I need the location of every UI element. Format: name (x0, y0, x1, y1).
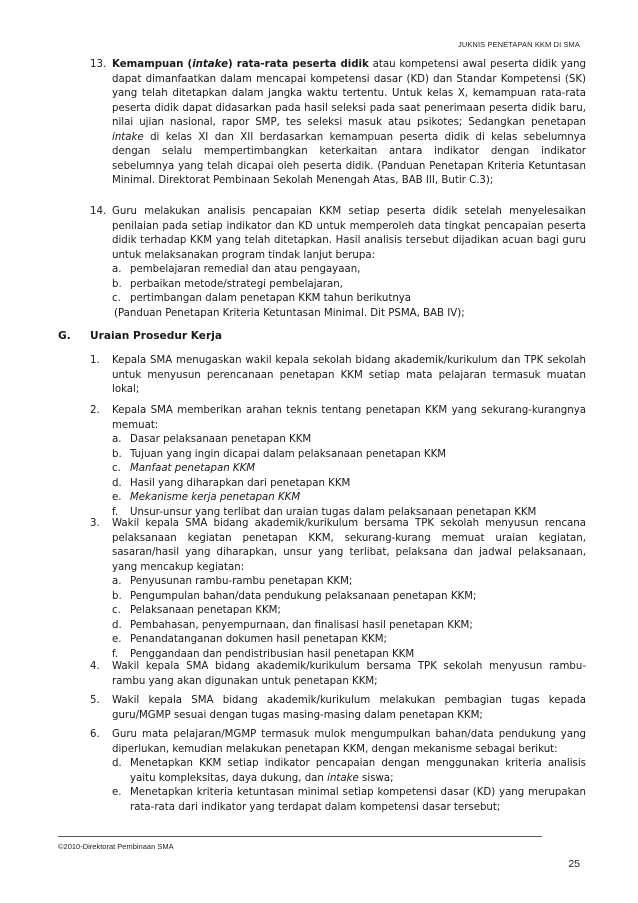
running-header: JUKNIS PENETAPAN KKM DI SMA (457, 40, 580, 49)
sub-item: c. Manfaat penetapan KKM (112, 463, 256, 474)
sub-item: d. Pembahasan, penyempurnaan, dan finalisasi hasil penetapan KKM; (112, 619, 473, 631)
item-text: Guru melakukan analisis pencapaian KKM setiap peserta didik setelah menyelesaikan penilaian pada setiap indikator dan KD untuk memperoleh data tingkat pencapaian peserta didik terhadap KKM yang telah ditetapkan. Hasil analisis tersebut dijadikan acuan bagi guru untuk melaksanakan program tindak lanjut berupa: (112, 206, 586, 261)
footer-text: ©2010-Direktorat Pembinaan SMA (58, 842, 174, 851)
footer-rule (58, 836, 542, 837)
sub-item: c. Pelaksanaan penetapan KKM; (112, 605, 281, 616)
procedure-item-4 (90, 660, 586, 689)
list-item-13 (90, 58, 586, 189)
sub-item: f. Unsur-unsur yang terlibat dan uraian tugas dalam pelaksanaan penetapan KKM (112, 506, 537, 518)
section-title: Uraian Prosedur Kerja (90, 330, 222, 342)
procedure-item-1 (90, 354, 586, 398)
procedure-item-3 (90, 517, 586, 662)
sub-item: a. Penyusunan rambu-rambu penetapan KKM; (112, 576, 353, 587)
procedure-item-6 (90, 728, 586, 815)
sub-item: b. perbaikan metode/strategi pembelajaran, (112, 278, 343, 290)
item-number: 5. (90, 695, 100, 706)
sub-item: b. Tujuan yang ingin dicapai dalam pelaksanaan penetapan KKM (112, 448, 447, 460)
sub-item: e. Mekanisme kerja penetapan KKM (112, 492, 301, 503)
item-number: 13. (90, 59, 107, 70)
sub-item: c. pertimbangan dalam penetapan KKM tahun berikutnya (112, 293, 412, 304)
item-number: 2. (90, 405, 100, 416)
sub-item: e. Penandatanganan dokumen hasil penetapan KKM; (112, 634, 387, 645)
item-number: 3. (90, 518, 100, 529)
procedure-item-5 (90, 694, 586, 723)
section-label: G. (58, 330, 71, 342)
item-text: Wakil kepala SMA bidang akademik/kurikulum bersama TPK sekolah menyusun rencana pelaksanaan kegiatan penetapan KKM, sekurang-kurang memuat uraian kegiatan, sasaran/hasil yang diharapkan, unsur yang terlibat, pelaksana dan jadwal pelaksanaan, yang mencakup kegiatan: (112, 518, 586, 573)
sub-item: e. Menetapkan kriteria ketuntasan minimal setiap kompetensi dasar (KD) yang merupakan rata-rata dari indikator yang terdapat dalam kompetensi dasar tersebut; (112, 787, 586, 813)
item-number: 14. (90, 206, 107, 217)
item-text: Kepala SMA menugaskan wakil kepala sekolah bidang akademik/kurikulum dan TPK sekolah untuk menyusun perencanaan penetapan KKM setiap mata pelajaran termasuk muatan lokal; (112, 355, 586, 395)
page-number: 25 (568, 858, 580, 870)
item-number: 6. (90, 729, 100, 740)
sub-item: d. Menetapkan KKM setiap indikator pencapaian dengan menggunakan kriteria analisis yaitu kompleksitas, daya dukung, dan intake siswa; (112, 758, 586, 784)
sub-item: d. Hasil yang diharapkan dari penetapan KKM (112, 477, 351, 489)
reference-note: (Panduan Penetapan Kriteria Ketuntasan Minimal. Dit PSMA, BAB IV); (114, 307, 465, 319)
item-text: Guru mata pelajaran/MGMP termasuk mulok mengumpulkan bahan/data pendukung yang diperlukan, kemudian melakukan penetapan KKM, dengan mekanisme sebagai berikut: (112, 729, 586, 755)
sub-item: a. Dasar pelaksanaan penetapan KKM (112, 434, 312, 445)
procedure-item-2 (90, 404, 586, 520)
sub-item: a. pembelajaran remedial dan atau pengayaan, (112, 264, 361, 275)
sub-item: f. Penggandaan dan pendistribusian hasil penetapan KKM (112, 648, 415, 660)
sub-item: b. Pengumpulan bahan/data pendukung pelaksanaan penetapan KKM; (112, 590, 477, 602)
item-text: Wakil kepala SMA bidang akademik/kurikulum bersama TPK sekolah menyusun rambu-rambu yang akan digunakan untuk penetapan KKM; (112, 661, 586, 687)
item-text: Kepala SMA memberikan arahan teknis tentang penetapan KKM yang sekurang-kurangnya memuat: (112, 405, 586, 431)
item-text: Kemampuan (intake) rata-rata peserta didik atau kompetensi awal peserta didik yang dapat dimanfaatkan dalam mencapai kompetensi dasar (KD) dan Standar Kompetensi (SK) yang telah ditetapkan dalam jangka waktu tertentu. Untuk kelas X, kemampuan rata-rata peserta didik dapat didasarkan pada hasil seleksi pada saat penerimaan peserta didik baru, nilai ujian nasional, rapor SMP, tes seleksi masuk atau psikotes; Sedangkan penetapan intake di kelas XI dan XII berdasarkan kemampuan peserta didik di kelas sebelumnya dengan selalu mempertimbangkan keterkaitan antara indikator dengan indikator sebelumnya yang telah dicapai oleh peserta didik. (Panduan Penetapan Kriteria Ketuntasan Minimal. Direktorat Pembinaan Sekolah Menengah Atas, BAB III, Butir C.3); (112, 59, 586, 186)
item-number: 1. (90, 355, 100, 366)
item-number: 4. (90, 661, 100, 672)
list-item-14 (90, 205, 586, 321)
item-text: Wakil kepala SMA bidang akademik/kurikulum melakukan pembagian tugas kepada guru/MGMP sesuai dengan tugas masing-masing dalam penetapan KKM; (112, 695, 586, 721)
